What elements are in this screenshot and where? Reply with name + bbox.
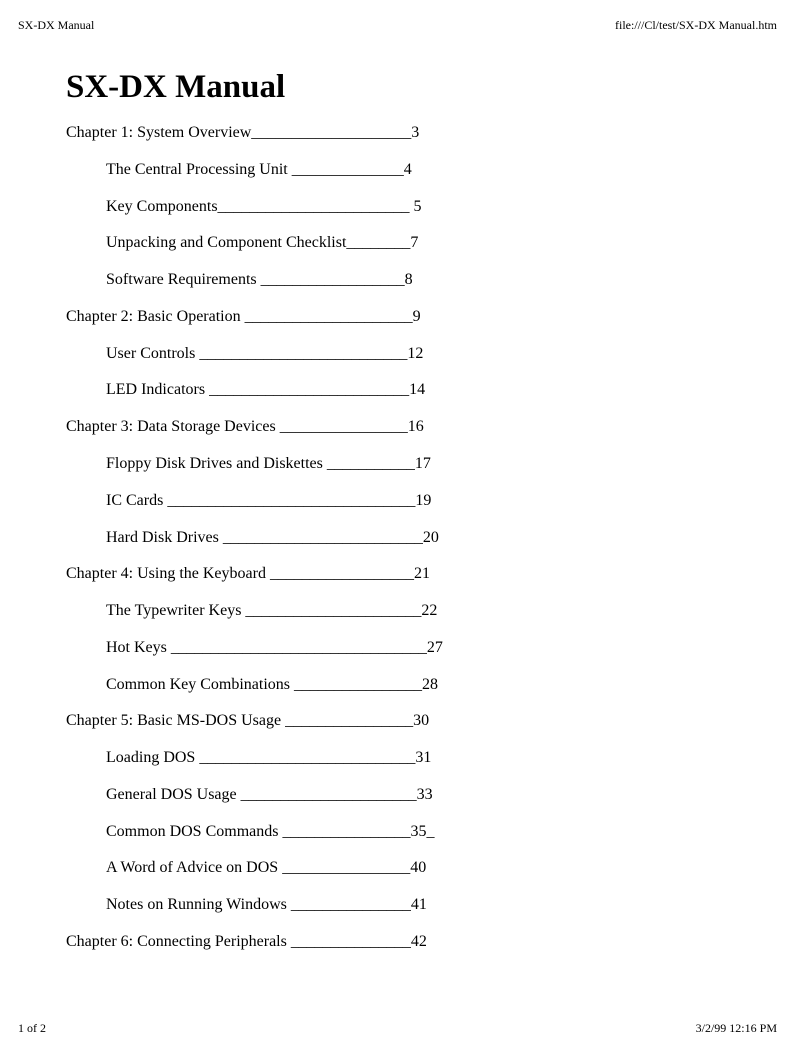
toc-entry-common-key-combinations: Common Key Combinations ________________28 xyxy=(106,676,438,693)
toc-chapter-4: Chapter 4: Using the Keyboard __________________21 xyxy=(66,565,430,582)
toc-chapter-5: Chapter 5: Basic MS-DOS Usage ________________30 xyxy=(66,712,430,729)
toc-entry-running-windows: Notes on Running Windows _______________41 xyxy=(106,896,427,913)
page-title: SX-DX Manual xyxy=(66,69,286,105)
toc-entry-central-processing-unit: The Central Processing Unit ______________4 xyxy=(106,161,412,178)
toc-entry-hard-disk-drives: Hard Disk Drives _________________________20 xyxy=(106,529,439,546)
toc-chapter-6: Chapter 6: Connecting Peripherals _______________42 xyxy=(66,933,427,950)
print-footer-timestamp: 3/2/99 12:16 PM xyxy=(695,1021,777,1035)
toc-chapter-3: Chapter 3: Data Storage Devices ________________16 xyxy=(66,418,424,435)
toc-entry-typewriter-keys: The Typewriter Keys ______________________22 xyxy=(106,602,438,619)
toc-entry-key-components: Key Components________________________ 5 xyxy=(106,198,422,215)
toc-entry-ic-cards: IC Cards _______________________________19 xyxy=(106,492,432,509)
toc-entry-common-dos-commands: Common DOS Commands ________________35_ xyxy=(106,823,435,840)
toc-entry-led-indicators: LED Indicators _________________________14 xyxy=(106,381,426,398)
toc-chapter-1: Chapter 1: System Overview____________________3 xyxy=(66,124,420,141)
print-header-page-title: SX-DX Manual xyxy=(18,18,95,32)
print-footer-page-count: 1 of 2 xyxy=(18,1021,46,1035)
toc-entry-software-requirements: Software Requirements __________________8 xyxy=(106,271,413,288)
print-header-file-url: file:///Cl/test/SX-DX Manual.htm xyxy=(615,18,777,32)
toc-entry-hot-keys: Hot Keys ________________________________27 xyxy=(106,639,443,656)
toc-entry-user-controls: User Controls __________________________12 xyxy=(106,345,424,362)
toc-entry-floppy-disk-drives: Floppy Disk Drives and Diskettes ___________17 xyxy=(106,455,431,472)
toc-entry-loading-dos: Loading DOS ___________________________31 xyxy=(106,749,432,766)
toc-entry-unpacking-checklist: Unpacking and Component Checklist________7 xyxy=(106,234,419,251)
toc-entry-general-dos-usage: General DOS Usage ______________________33 xyxy=(106,786,433,803)
toc-chapter-2: Chapter 2: Basic Operation _____________________9 xyxy=(66,308,421,325)
toc-entry-word-of-advice-dos: A Word of Advice on DOS ________________40 xyxy=(106,859,427,876)
